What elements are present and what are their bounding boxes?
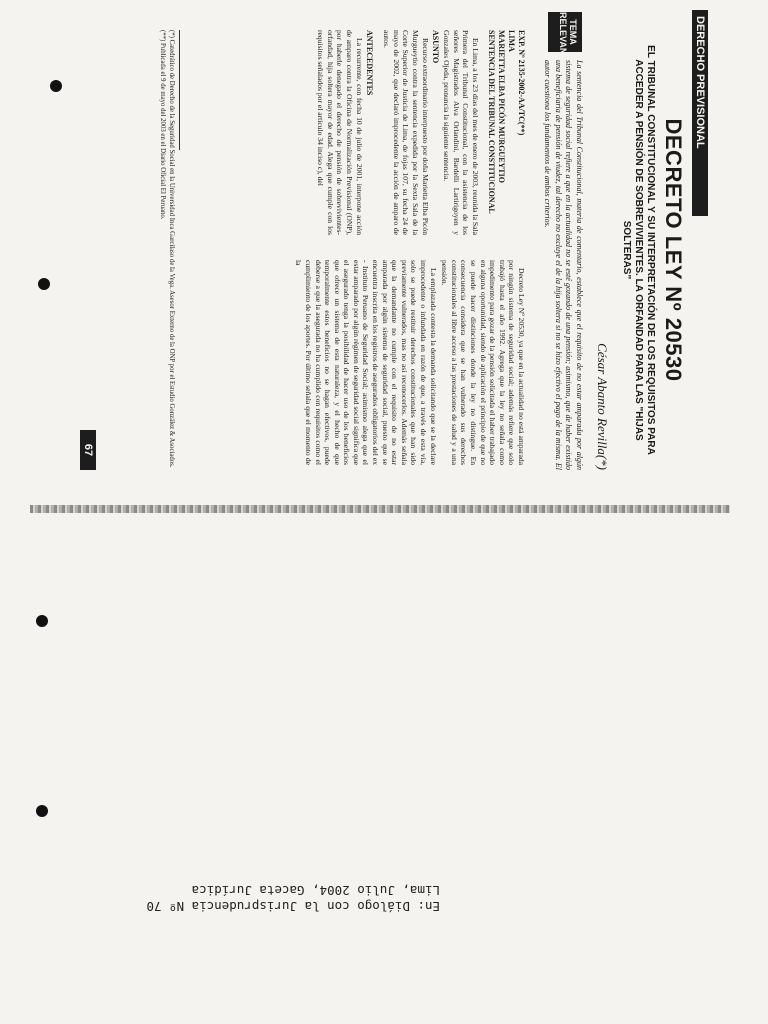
antecedentes-heading: ANTECEDENTES xyxy=(364,30,374,96)
sentence-title: SENTENCIA DEL TRIBUNAL CONSTITUCIONAL xyxy=(487,30,496,214)
antecedentes-paragraph: La recurrente, con fecha 10 de julio de 2001, interpone acción de amparo contra la Oficina de Normalización Previsional (ONP), por haberle denegado el derecho de pensión de sobrevivientes-orfandad, hija soltera mayor de edad. Alega que cumple con los requisitos señalados por el artículo 34 inciso c), del xyxy=(316,30,364,235)
punch-hole-lower xyxy=(36,615,48,627)
source-citation xyxy=(146,882,440,914)
footnote-1: (*) Catedrático de Derecho de la Seguridad Social en la Universidad Inca Garcilaso de la Vega. Asesor Externo de la ONP por el Estudio González & Asociados. xyxy=(168,30,175,468)
citation-line-2: Lima, Julio 2004, Gaceta Jurídica xyxy=(191,883,440,898)
intro-paragraph: En Lima, a los 23 días del mes de enero de 2003, reunida la Sala Primera del Tribunal Constitucional, con la asistencia de los señores Magistrados Alva Orlandini, Bardelli Lartirigoyen y Gonzales Ojeda, pronuncia la siguiente sentencia. xyxy=(442,30,480,235)
asunto-heading: ASUNTO xyxy=(430,30,440,64)
footnotes xyxy=(158,30,175,470)
left-column xyxy=(314,30,526,235)
article-page xyxy=(68,10,708,490)
page-number: 67 xyxy=(80,430,96,470)
article-abstract: La sentencia del Tribunal Constitucional, materia de comentario, establece que el requisito de no estar amparada por algún sistema de seguridad social refiere a que en la actualidad no se esté gozando de una pensión; asimismo, que de haber existido una beneficiaria de pensión de viudez, tal derecho no excluye el de la hija soltera si no se hizo efectivo el pago de la misma. El autor cuestiona los fundamentos de ambos criterios. xyxy=(543,60,584,470)
punch-hole-top xyxy=(50,80,62,92)
citation-line-1: En: Diálogo con la Jurisprudencia Nº 70 xyxy=(146,899,440,914)
exp-header: EXP. Nº 2135-2002-AA/TC(**) xyxy=(517,30,526,136)
page-divider xyxy=(30,505,730,513)
footnote-rule xyxy=(179,30,180,150)
punch-hole-bottom xyxy=(36,805,48,817)
punch-hole-upper xyxy=(38,278,50,290)
asunto-paragraph: Recurso extraordinario interpuesto por doña Marietta Elba Picón Murgueytio contra la sentencia expedida por la Sexta Sala de la Corte Superior de Justicia de Lima, de fojas 107, su fecha 24 de mayo de 2002, que declaró improcedente la acción de amparo de autos. xyxy=(382,30,430,235)
place: LIMA xyxy=(507,30,516,52)
right-column xyxy=(292,260,526,465)
tema-relevante-badge: TEMA RELEVANTE xyxy=(548,12,582,52)
article-title: DECRETO LEY Nº 20530 xyxy=(661,118,686,382)
right-paragraph-2: La emplazada contesta la demanda solicitando que se la declare improcedente o infundada en razón de que, a través de esta vía, solo se puede restituir derechos constitucionales que han sido previamente vulnerados, mas no así reconocerlos. Además señala que la demandante no cumple con el requisito de no estar amparada por algún sistema de seguridad social, puesto que se encuentra inscrita en los registros de asegurados obligatorios del ex - Instituto Peruano de Seguridad Social; asimismo alega que el estar amparado por algún régimen de seguridad social significa que el asegurado tenga la posibilidad de hacer uso de los beneficios que ofrece un sistema de esta naturaleza, y el hecho de que temporalmente estos beneficios no se hagan efectivos, puede deberse a que la asegurada no ha cumplido con requisitos como el cumplimiento de los aportes. Por último señala que el momento de la xyxy=(294,260,438,465)
right-paragraph-1: Decreto Ley Nº 20530, ya que en la actualidad no está amparada por ningún sistema de seguridad social; además refiere que solo trabajó hasta el año 1992. Agrega que la ley no señala como impedimento para gozar de la pensión solicitada el haber trabajado en alguna oportunidad, siendo de aplicación el principio de que no se puede hacer distinciones donde la ley no distingue. En consecuencia considera que se han vulnerado sus derechos constitucionales al libre acceso a las prestaciones de salud y a una pensión. xyxy=(440,260,526,465)
article-author: César Abanto Revilla(*) xyxy=(595,343,610,470)
section-tab: DERECHO PREVISIONAL xyxy=(692,10,708,216)
article-subtitle: EL TRIBUNAL CONSTITUCIONAL Y SU INTERPRETACIÓN DE LOS REQUISITOS PARA ACCEDER A PENSIÓN DE SOBREVIVIENTES. LA ORFANDAD PARA LAS "HIJAS SOLTERAS" xyxy=(621,45,656,455)
footnote-2: (**) Publicada el 9 de mayo del 2003 en el Diario Oficial El Peruano. xyxy=(159,30,167,220)
party-name: MARIETTA ELBA PICÓN MURGUEYTIO xyxy=(497,30,506,183)
